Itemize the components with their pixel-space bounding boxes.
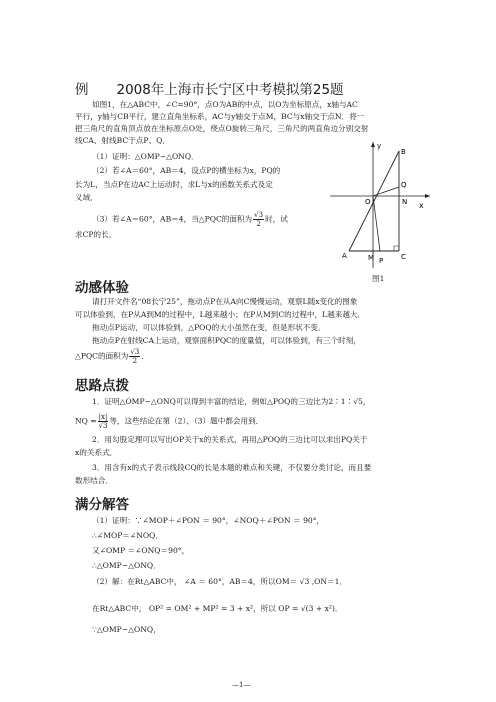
hints-line-2-lhs: NQ = <box>75 416 97 426</box>
label-n: N <box>402 198 408 206</box>
problem-title <box>75 78 344 98</box>
question-3a <box>92 211 288 228</box>
hints-line-3: 2．用勾股定理可以写出OP关于x的关系式，再用△POQ的三边比可以求出PQ关于 <box>92 435 368 444</box>
label-x: x <box>419 201 424 210</box>
dynamic-line-5-tail: ． <box>141 351 149 361</box>
solution-line-4: ∴△OMP∽△ONQ． <box>92 561 161 570</box>
dynamic-line-3: 拖动点P运动，可以体验到，△POQ的大小虽然在变，但是形状不变． <box>92 323 326 332</box>
question-1: （1）证明：△OMP∽△ONQ． <box>92 152 199 161</box>
y-axis-arrow <box>371 142 375 147</box>
dynamic-line-2: 可以体验到，在P从A到M的过程中，L越来越小；在P从M到C的过程中，L越来越大． <box>75 310 366 319</box>
section-heading-dynamic: 动感体验 <box>75 280 129 296</box>
hints-line-5: 3．用含有x的式子表示线段CQ的长是本题的难点和关键，不仅要分类讨论，而且要 <box>92 463 372 472</box>
question-2a: （2）若∠A＝60°，AB＝4，设点P的横坐标为x，PQ的 <box>92 166 281 175</box>
hints-line-1: 1．证明△OMP∽△ONQ可以得到丰富的结论，例如△POQ的三边比为2∶1∶√5， <box>92 397 371 406</box>
label-o: O <box>365 198 371 206</box>
label-p: P <box>379 257 384 265</box>
fraction-numerator: √3 <box>254 211 264 219</box>
problem-line-4: 线CA、射线BC于点P、Q． <box>75 136 170 145</box>
problem-line-1: 如图1，在△ABC中，∠C=90°，点O为AB的中点，以O为坐标原点，x轴与AC <box>92 100 358 109</box>
fraction-numerator: |x| <box>98 413 108 421</box>
question-3c: 求CP的长． <box>75 230 117 239</box>
solution-line-5: （2）解：在Rt△ABC中， ∠A ＝ 60°，AB＝4，所以OM＝ √3 ,ON＝1． <box>92 577 348 586</box>
question-2b: 长为L，当点P在边AC上运动时，求L与x的函数关系式及定 <box>75 180 273 189</box>
fraction-denominator: 2 <box>256 220 261 228</box>
right-angle-mark <box>394 246 399 251</box>
hints-line-2-text: 等，这些结论在第（2）、（3）题中都会用到． <box>109 416 264 426</box>
segment-oq <box>373 187 399 196</box>
section-heading-solution: 满分解答 <box>75 497 129 513</box>
label-a: A <box>342 252 347 260</box>
fraction-abs-x-over-sqrt3 <box>98 413 109 430</box>
hints-line-4: x的关系式． <box>75 448 118 457</box>
question-3-text-tail: 时，试 <box>265 214 288 224</box>
fraction-denominator: 2 <box>132 357 138 365</box>
label-c: C <box>401 253 406 261</box>
question-2c: 义域． <box>75 193 98 202</box>
fraction-sqrt3-over-2 <box>253 211 264 228</box>
question-3-text: （3）若∠A＝60°，AB＝4，当△PQC的面积为 <box>92 214 253 224</box>
solution-line-6: 在Rt△ABC中， OP² = OM² + MP² = 3 + x²，所以 OP = √(3 + x²)． <box>92 604 343 613</box>
hints-line-2 <box>75 413 263 430</box>
label-y: y <box>377 142 382 150</box>
x-axis-arrow <box>425 194 430 198</box>
dynamic-line-5-text: △PQC的面积为 <box>75 351 129 361</box>
dynamic-line-1: 请打开文件名“08长宁25”，拖动点P在从A向C慢慢运动，观察L随x变化的图象 <box>92 297 358 306</box>
label-m: M <box>368 254 375 262</box>
figure-caption: 图1 <box>372 274 385 283</box>
dynamic-line-4: 拖动点P在射线CA上运动，观察面积PQC的度量值，可以体验到，有三个时刻， <box>92 336 361 345</box>
label-q: Q <box>401 181 407 189</box>
hints-line-6: 数形结合． <box>75 476 113 485</box>
solution-line-7: ∵△OMP∽△ONQ， <box>92 625 161 634</box>
label-b: B <box>401 148 406 156</box>
dynamic-line-5 <box>75 348 149 365</box>
problem-line-2: 平行，y轴与CB平行，建立直角坐标系，AC与y轴交于点M，BC与x轴交于点N．将一 <box>75 112 365 121</box>
page-number: —1— <box>232 681 251 689</box>
solution-line-2: ∴∠MOP＝∠NOQ． <box>92 531 163 540</box>
problem-line-3: 把三角尺的直角顶点放在坐标原点O处，绕点O旋转三角尺，三角尺的两直角边分别交射 <box>75 124 369 133</box>
fraction-sqrt3-over-2-dynamic <box>129 348 140 365</box>
solution-line-1: （1）证明：∵∠MOP＋∠PON ＝ 90°，∠NOQ＋∠PON ＝ 90°， <box>92 516 325 525</box>
segment-op <box>373 196 380 251</box>
title-text: 2008年上海市长宁区中考模拟第25题 <box>116 82 344 98</box>
section-heading-hints: 思路点拨 <box>75 378 129 394</box>
fraction-numerator: √3 <box>130 348 140 356</box>
title-label: 例 <box>75 82 89 98</box>
figure-1-diagram <box>330 140 430 270</box>
fraction-denominator: √3 <box>98 422 108 430</box>
solution-line-3: 又∠OMP ＝∠ONQ＝90°， <box>92 546 190 555</box>
